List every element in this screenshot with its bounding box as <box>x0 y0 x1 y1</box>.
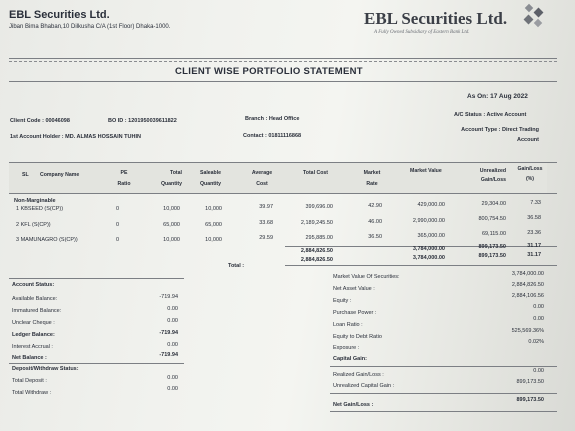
net-balance-value: -719.94 <box>159 352 178 358</box>
col-header-company: Company Name <box>40 172 80 178</box>
summary-equity: 2,884,106.56 <box>511 293 544 299</box>
ebl-logo-icon <box>520 3 548 31</box>
summary-market-value: 3,784,000.00 <box>511 271 544 277</box>
table-top-rule <box>9 162 557 163</box>
account-status-rule <box>9 278 184 279</box>
net-balance-label: Net Balance : <box>12 355 47 361</box>
row-saleable-qty: 10,000 <box>205 237 222 243</box>
col-header-total-cost: Total Cost <box>303 170 328 176</box>
bo-id: BO ID : 1201950039611822 <box>108 118 177 124</box>
summary-exposure-label: Exposure : <box>333 345 360 351</box>
capital-gain-heading: Capital Gain: <box>333 356 367 362</box>
summary-equity-debt-label: Equity to Debt Ratio <box>333 334 382 340</box>
net-gain-value: 899,173.50 <box>516 397 544 403</box>
table-header-rule <box>9 193 557 194</box>
col-header-market-rate: Market <box>363 170 381 176</box>
net-gain-label: Net Gain/Loss : <box>333 402 374 408</box>
row-total-cost: 295,885.00 <box>305 235 333 241</box>
row-company: 2 KFL (S(CP)) <box>16 222 51 228</box>
subtotal-gl-pct: 31.17 <box>527 243 541 249</box>
row-market-rate: 36.50 <box>368 234 382 240</box>
table-header-band <box>9 162 547 194</box>
group-label: Non-Marginable <box>14 198 56 204</box>
report-title: CLIENT WISE PORTFOLIO STATEMENT <box>175 66 363 77</box>
row-total-qty: 10,000 <box>163 206 180 212</box>
account-status-heading: Account Status: <box>12 282 55 288</box>
account-type: Account Type : Direct Trading <box>461 127 539 133</box>
row-gl-pct: 36.58 <box>527 215 541 221</box>
net-gain-bottom-rule <box>330 411 557 412</box>
interest-accrual-value: 0.00 <box>167 342 178 348</box>
summary-exposure: 0.02% <box>528 339 544 345</box>
total-deposit-value: 0.00 <box>167 375 178 381</box>
row-avg-cost: 33.68 <box>259 220 273 226</box>
row-pe: 0 <box>116 206 120 212</box>
summary-purchase-power-label: Purchase Power : <box>333 310 377 316</box>
row-company: 3 MAMUNAGRO (S(CP)) <box>16 237 78 243</box>
immatured-balance-value: 0.00 <box>167 306 178 312</box>
row-total-qty: 65,000 <box>163 222 180 228</box>
summary-nav-label: Net Asset Value : <box>333 286 375 292</box>
total-value: 3,784,000.00 <box>412 255 445 261</box>
total-cost: 2,884,826.50 <box>300 257 333 263</box>
row-market-rate: 42.90 <box>368 203 382 209</box>
col-header-avg-2: Cost <box>256 181 268 187</box>
title-divider <box>9 81 557 82</box>
company-name: EBL Securities Ltd. <box>9 9 110 21</box>
immatured-balance-label: Immatured Balance: <box>12 308 62 314</box>
dw-status-heading: Deposit/Withdraw Status: <box>12 366 79 372</box>
summary-equity-label: Equity : <box>333 298 352 304</box>
header-divider-dashed <box>9 61 557 62</box>
realized-gain-label: Realized Gain/Loss : <box>333 372 384 378</box>
account-status-label: A/C Status : Active Account <box>454 112 527 118</box>
col-header-market-value: Market Value <box>410 168 442 174</box>
row-market-value: 429,000.00 <box>417 202 445 208</box>
ledger-balance-value: -719.94 <box>159 330 178 336</box>
row-market-rate: 46.00 <box>368 219 382 225</box>
col-header-sl: SL <box>22 172 29 178</box>
ledger-balance-label: Ledger Balance: <box>12 332 55 338</box>
row-company: 1 KBSEED (S(CP)) <box>16 206 64 212</box>
col-header-pe: PE <box>120 170 128 176</box>
row-avg-cost: 39.97 <box>259 204 273 210</box>
net-gain-rule <box>330 393 557 394</box>
row-unrealized: 29,304.00 <box>481 201 506 207</box>
total-deposit-label: Total Deposit : <box>12 378 47 384</box>
unrealized-gain-value: 899,173.50 <box>516 379 544 385</box>
col-header-avg: Average <box>251 170 273 176</box>
total-gl-pct: 31.17 <box>527 252 541 258</box>
capital-gain-rule <box>330 366 557 367</box>
col-header-total: Total <box>169 170 182 176</box>
unclear-cheque-label: Unclear Cheque : <box>12 320 55 326</box>
realized-gain-value: 0.00 <box>533 368 544 374</box>
row-unrealized: 69,115.00 <box>481 231 506 237</box>
row-total-cost: 399,696.00 <box>305 204 333 210</box>
row-saleable-qty: 10,000 <box>205 206 222 212</box>
subtotal-cost: 2,884,826.50 <box>300 248 333 254</box>
summary-loan-ratio-label: Loan Ratio : <box>333 322 363 328</box>
col-header-unrealized-2: Gain/Loss <box>480 177 506 183</box>
contact: Contact : 01811116868 <box>243 133 302 139</box>
unclear-cheque-value: 0.00 <box>167 318 178 324</box>
row-pe: 0 <box>116 222 120 228</box>
dw-status-rule <box>9 363 184 364</box>
row-saleable-qty: 65,000 <box>205 222 222 228</box>
total-withdraw-value: 0.00 <box>167 386 178 392</box>
col-header-saleable-2: Quantity <box>200 181 222 187</box>
col-header-saleable: Saleable <box>200 170 222 176</box>
summary-equity-debt: 525,569.36% <box>511 328 544 334</box>
col-header-pe-2: Ratio <box>117 181 131 187</box>
total-rule <box>285 265 557 266</box>
col-header-market-rate-2: Rate <box>366 181 378 187</box>
header-divider <box>9 58 557 59</box>
col-header-unrealized: Unrealized <box>479 168 506 174</box>
unrealized-gain-label: Unrealized Capital Gain : <box>333 383 395 389</box>
account-holder: 1st Account Holder : MD. ALMAS HOSSAIN TUHIN <box>10 134 141 140</box>
total-withdraw-label: Total Withdraw : <box>12 390 52 396</box>
company-logo-text: EBL Securities Ltd. <box>364 9 508 28</box>
as-on-date: As On: 17 Aug 2022 <box>467 93 528 100</box>
row-total-cost: 2,189,245.50 <box>300 220 333 226</box>
summary-loan-ratio: 0.00 <box>533 316 544 322</box>
col-header-gl-pct-2: (%) <box>525 176 535 182</box>
interest-accrual-label: Interest Accrual : <box>12 344 53 350</box>
logo-subtitle: A Fully Owned Subsidiary of Eastern Bank Ltd. <box>374 30 470 35</box>
account-type-cont: Account <box>517 137 539 143</box>
subtotal-unrealized: 899,173.50 <box>478 244 506 250</box>
client-code: Client Code : 00046098 <box>10 118 70 124</box>
total-unrealized: 899,173.50 <box>478 253 506 259</box>
row-pe: 0 <box>116 237 120 243</box>
branch: Branch : Head Office <box>245 116 300 122</box>
available-balance-value: -719.94 <box>159 294 178 300</box>
subtotal-value: 3,784,000.00 <box>412 246 445 252</box>
row-total-qty: 10,000 <box>163 237 180 243</box>
row-gl-pct: 7.33 <box>530 200 541 206</box>
available-balance-label: Available Balance: <box>12 296 58 302</box>
total-label: Total : <box>228 263 245 269</box>
row-market-value: 2,990,000.00 <box>412 218 445 224</box>
summary-nav: 2,884,826.50 <box>511 282 544 288</box>
row-unrealized: 800,754.50 <box>478 216 506 222</box>
summary-purchase-power: 0.00 <box>533 304 544 310</box>
col-header-gl-pct: Gain/Loss <box>517 166 543 172</box>
company-address: Jiban Bima Bhaban,10 Dilkusha C/A (1st Floor) Dhaka-1000. <box>9 24 171 30</box>
summary-market-value-label: Market Value Of Securities: <box>333 274 400 280</box>
row-gl-pct: 23.36 <box>527 230 541 236</box>
col-header-total-2: Quantity <box>160 181 182 187</box>
row-market-value: 365,000.00 <box>417 233 445 239</box>
row-avg-cost: 29.59 <box>259 235 273 241</box>
